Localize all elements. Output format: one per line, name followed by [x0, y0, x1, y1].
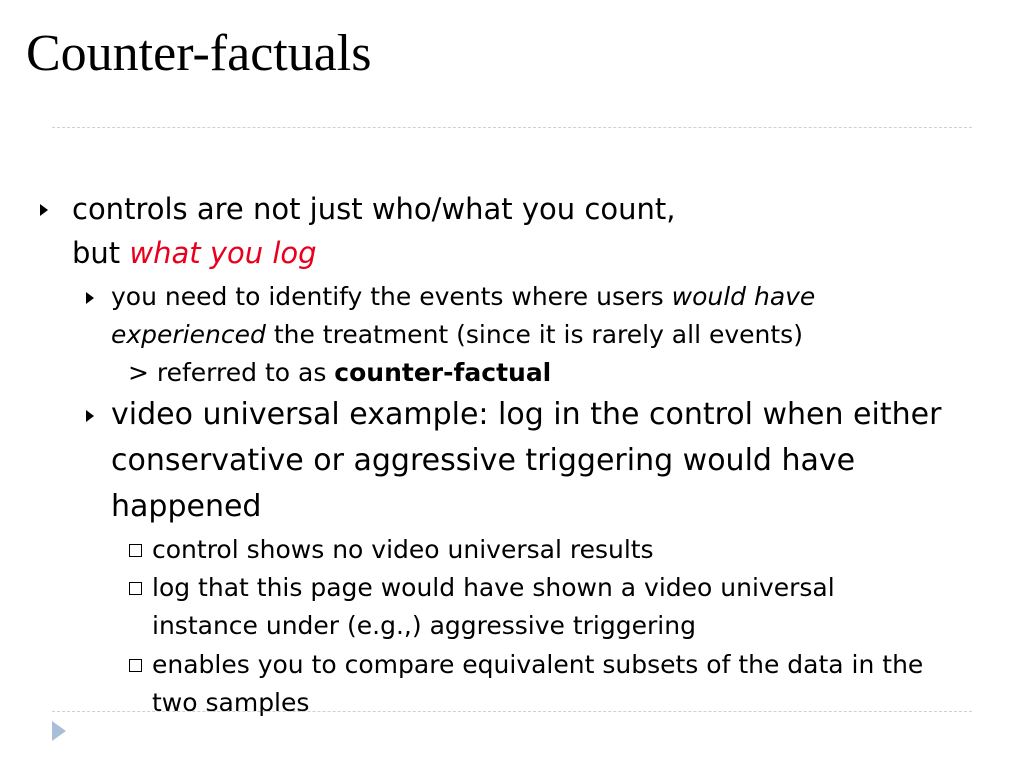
bullet-2-text: you need to identify the events where users	[111, 282, 672, 311]
bottom-divider	[52, 711, 972, 712]
checkbox-bullet-icon	[129, 659, 142, 672]
bullet-2-line-2	[111, 320, 803, 350]
bullet-2-emphasis-2: experienced	[111, 320, 266, 349]
bullet-arrow-icon	[86, 292, 94, 304]
checkbox-bullet-icon	[129, 544, 142, 557]
sub-bullet-1: control shows no video universal results	[152, 535, 654, 564]
bullet-1-line-1: controls are not just who/what you count,	[72, 192, 676, 226]
bullet-2-emphasis: would have	[671, 282, 816, 311]
sub-bullet-2-line-2: instance under (e.g.,) aggressive triggering	[152, 611, 696, 640]
sub-bullet-3-line-2: two samples	[152, 688, 310, 717]
bullet-3-line-2: conservative or aggressive triggering would have	[111, 443, 856, 478]
bullet-2-term: counter-factual	[334, 358, 552, 387]
bullet-arrow-icon	[40, 204, 48, 216]
bullet-1-line-2	[72, 238, 317, 268]
bullet-2-rest: the treatment (since it is rarely all events)	[265, 320, 803, 349]
next-slide-icon[interactable]	[52, 721, 66, 741]
sub-bullet-3-line-1: enables you to compare equivalent subsets of the data in the	[152, 650, 924, 679]
checkbox-bullet-icon	[129, 582, 142, 595]
bullet-2-note: > referred to as	[128, 358, 335, 387]
bullet-2-line-3	[128, 358, 551, 388]
top-divider	[52, 127, 972, 128]
bullet-3-line-1: video universal example: log in the control when either	[111, 397, 942, 432]
bullet-1-prefix: but	[72, 236, 130, 270]
bullet-1-emphasis: what you log	[129, 236, 317, 270]
bullet-2-line-1	[111, 282, 815, 312]
bullet-arrow-icon	[86, 410, 94, 422]
slide-title: Counter-factuals	[26, 25, 372, 82]
sub-bullet-2-line-1: log that this page would have shown a video universal	[152, 573, 835, 602]
bullet-3-line-3: happened	[111, 489, 262, 524]
